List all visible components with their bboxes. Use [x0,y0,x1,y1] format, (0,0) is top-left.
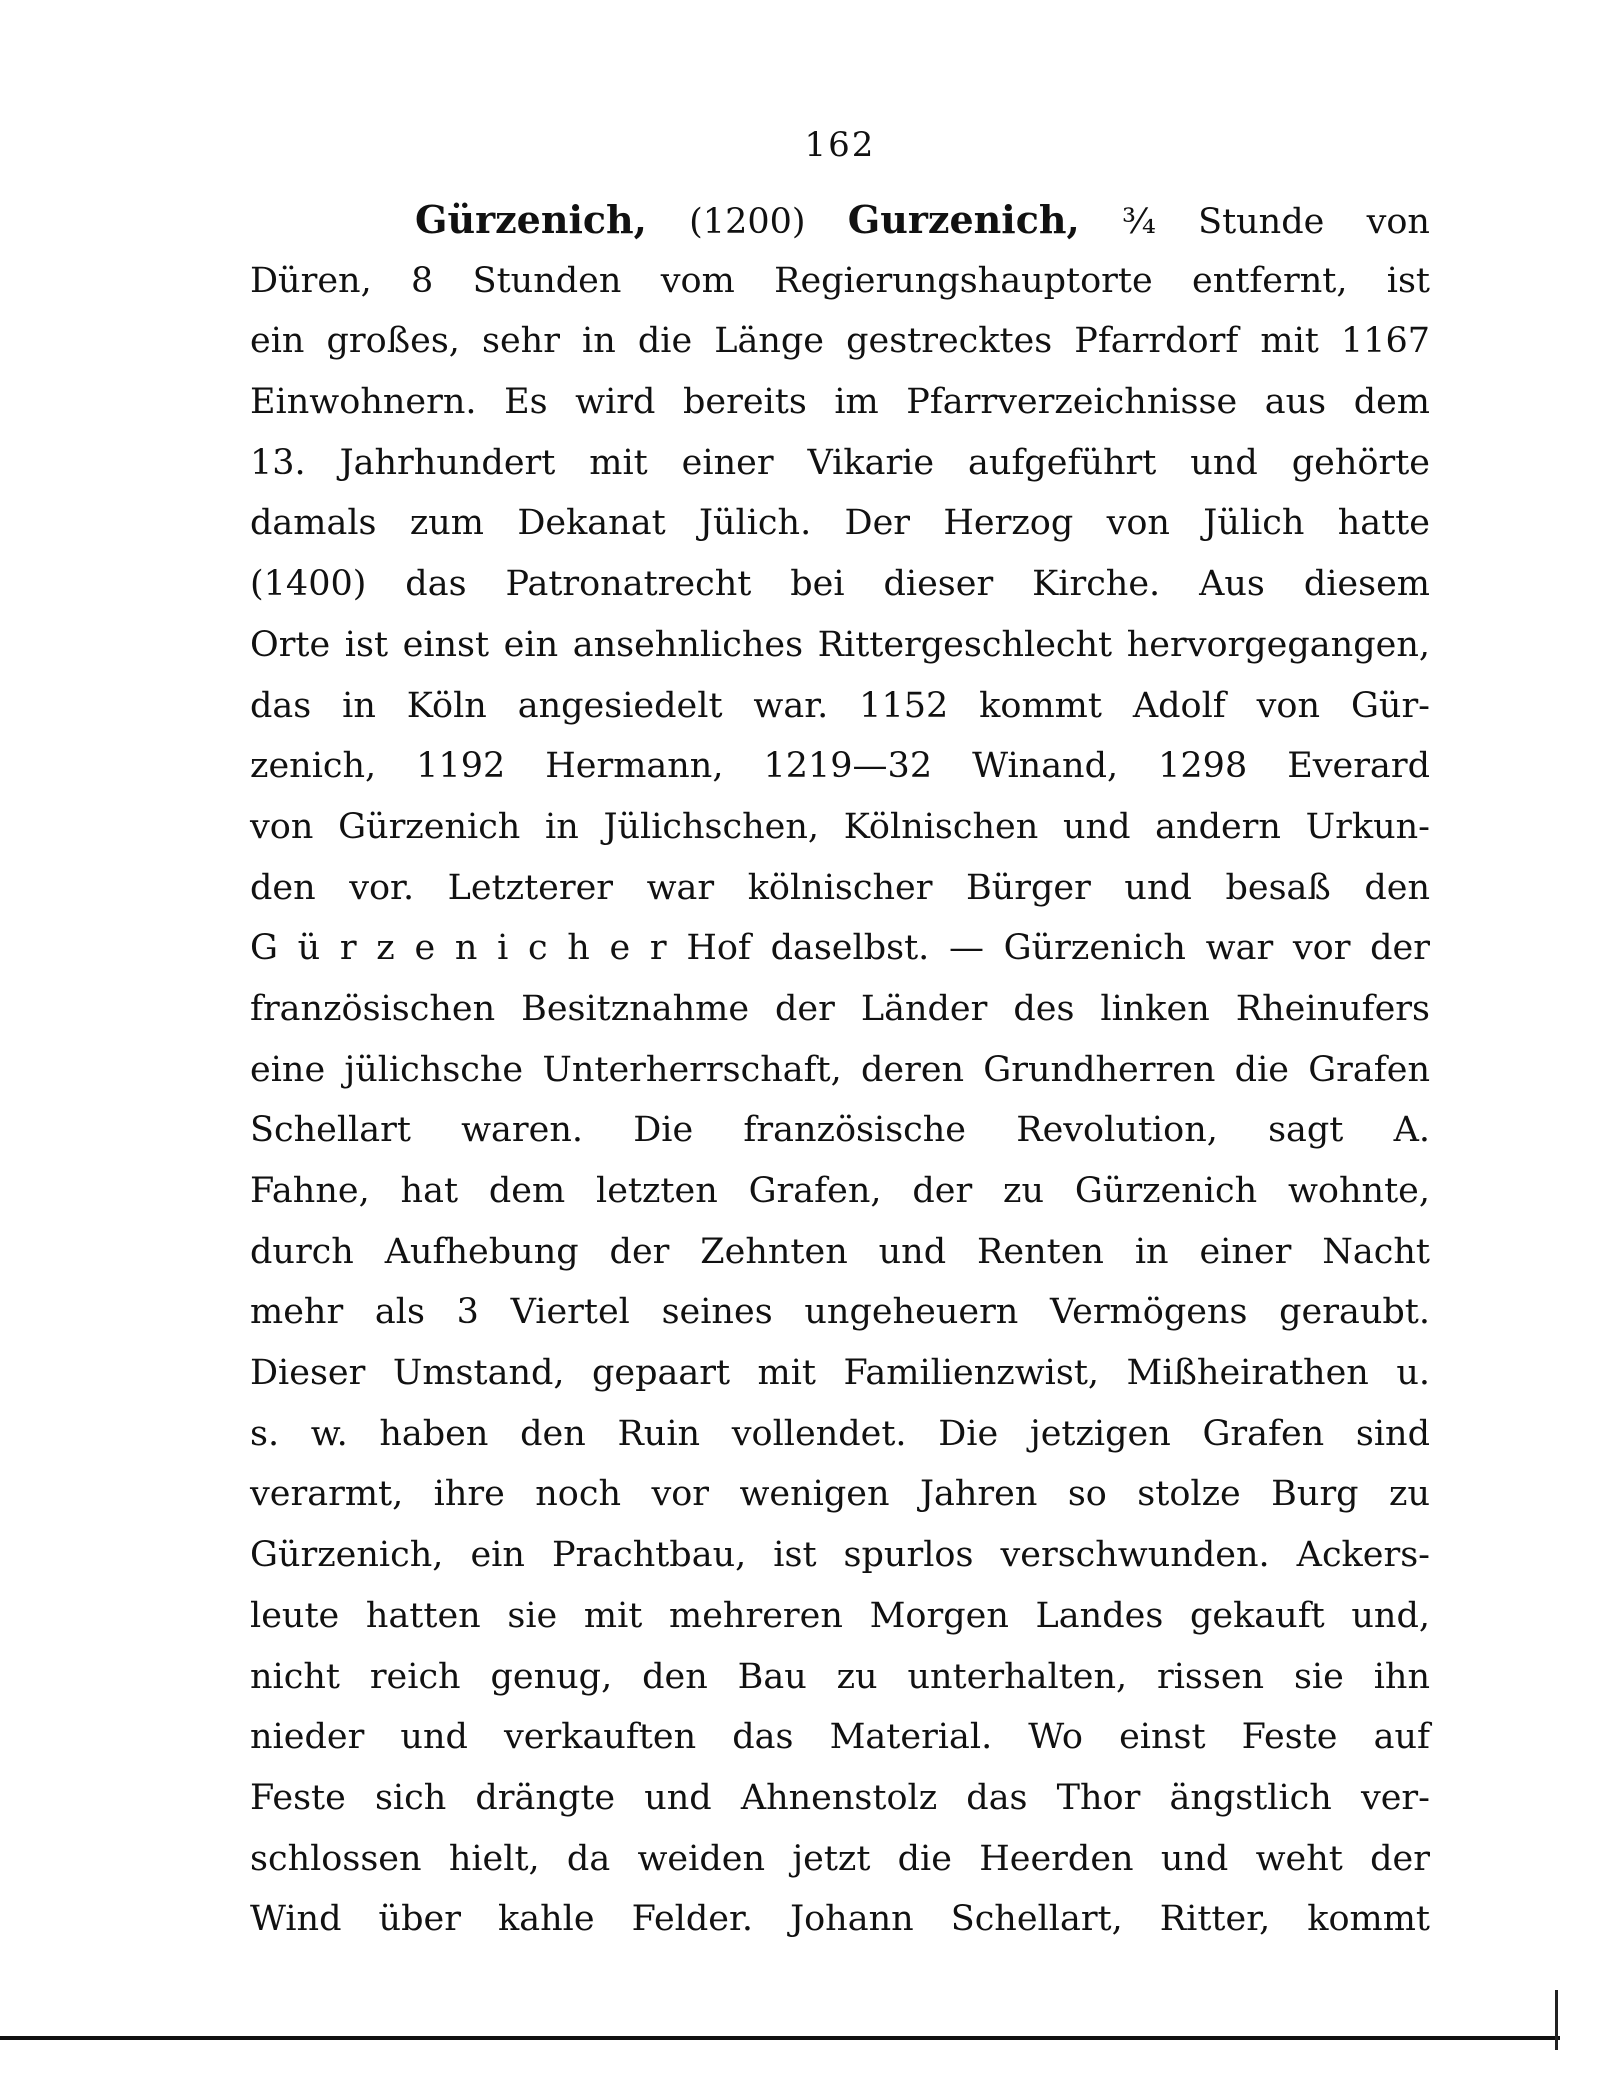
text-line [250,1525,1430,1586]
text-line [250,1889,1430,1950]
text-line [250,1707,1430,1768]
text-line-content: Gürzenich, ein Prachtbau, ist spurlos verschwunden. Ackers- [250,1535,1430,1576]
text-line [250,797,1430,858]
text-line-content: Feste sich drängte und Ahnenstolz das Thor ängstlich ver- [250,1777,1430,1818]
text-line-content: (1400) das Patronatrecht bei dieser Kirche. Aus diesem [250,564,1430,605]
text-line [250,615,1430,676]
text-line-content: zenich, 1192 Hermann, 1219—32 Winand, 1298 Everard [250,746,1430,787]
text-line-content: nieder und verkauften das Material. Wo einst Feste auf [250,1717,1430,1758]
text-line [250,979,1430,1040]
text-line [250,676,1430,737]
text-line-content: s. w. haben den Ruin vollendet. Die jetzigen Grafen sind [250,1413,1430,1454]
text-line-content: Fahne, hat dem letzten Grafen, der zu Gürzenich wohnte, [250,1171,1430,1211]
body-text [250,190,1430,1950]
text-line [250,858,1430,919]
text-line [250,372,1430,433]
text-line [250,1829,1430,1890]
text-line-content: von Gürzenich in Jülichschen, Kölnischen und andern Urkun- [250,806,1430,847]
heading-line [250,190,1430,251]
text-line-content: schlossen hielt, da weiden jetzt die Heerden und weht der [250,1838,1430,1879]
text-line-content: durch Aufhebung der Zehnten und Renten in einer Nacht [250,1231,1430,1272]
text-line [250,1040,1430,1101]
text-line-content: Düren, 8 Stunden vom Regierungshauptorte entfernt, ist [250,260,1430,301]
text-line [250,311,1430,372]
text-line-content: das in Köln angesiedelt war. 1152 kommt Adolf von Gür- [250,685,1430,726]
text-line [250,493,1430,554]
margin-mark [1555,1990,1558,2050]
text-line-content: eine jülichsche Unterherrschaft, deren Grundherren die Grafen [250,1049,1430,1090]
text-line-content: nicht reich genug, den Bau zu unterhalten, rissen sie ihn [250,1656,1430,1697]
entry-variant: Gurzenich, [847,197,1080,242]
text-line-content: französischen Besitznahme der Länder des linken Rheinufers [250,988,1430,1029]
text-line-content: verarmt, ihre noch vor wenigen Jahren so stolze Burg zu [250,1474,1430,1515]
text-line [250,251,1430,312]
entry-year: (1200) [689,202,806,242]
text-line [250,736,1430,797]
text-line [250,1768,1430,1829]
text-line-content: Dieser Umstand, gepaart mit Familienzwist, Mißheirathen u. [250,1353,1430,1394]
text-line [250,433,1430,494]
page-number: 162 [804,125,876,165]
text-line [250,1343,1430,1404]
text-line-content: Wind über kahle Felder. Johann Schellart, Ritter, kommt [250,1899,1430,1940]
text-line [250,1404,1430,1465]
entry-title: Gürzenich, [415,197,647,242]
text-line-content: mehr als 3 Viertel seines ungeheuern Vermögens geraubt. [250,1292,1430,1333]
text-line-content: 13. Jahrhundert mit einer Vikarie aufgeführt und gehörte [250,442,1430,483]
text-line [250,1161,1430,1222]
text-line-content: den vor. Letzterer war kölnischer Bürger und besaß den [250,867,1430,908]
text-line-content: Schellart waren. Die französische Revolution, sagt A. [250,1110,1430,1151]
text-line [250,1100,1430,1161]
text-line [250,1282,1430,1343]
text-line [250,918,1430,979]
text-line-content: Orte ist einst ein ansehnliches Rittergeschlecht hervorgegangen, [250,624,1430,665]
bottom-rule [0,2036,1560,2040]
text-line [250,1647,1430,1708]
entry-distance: ¾ Stunde von [1121,202,1430,242]
text-line [250,1464,1430,1525]
text-line-content: G ü r z e n i c h e r Hof daselbst. — Gürzenich war vor der [250,928,1430,969]
text-line-content: damals zum Dekanat Jülich. Der Herzog von Jülich hatte [250,503,1430,544]
text-line [250,1586,1430,1647]
text-line [250,1222,1430,1283]
text-line-content: leute hatten sie mit mehreren Morgen Landes gekauft und, [250,1595,1430,1636]
text-line [250,554,1430,615]
text-line-content: ein großes, sehr in die Länge gestrecktes Pfarrdorf mit 1167 [250,321,1430,362]
text-line-content: Einwohnern. Es wird bereits im Pfarrverzeichnisse aus dem [250,382,1430,423]
